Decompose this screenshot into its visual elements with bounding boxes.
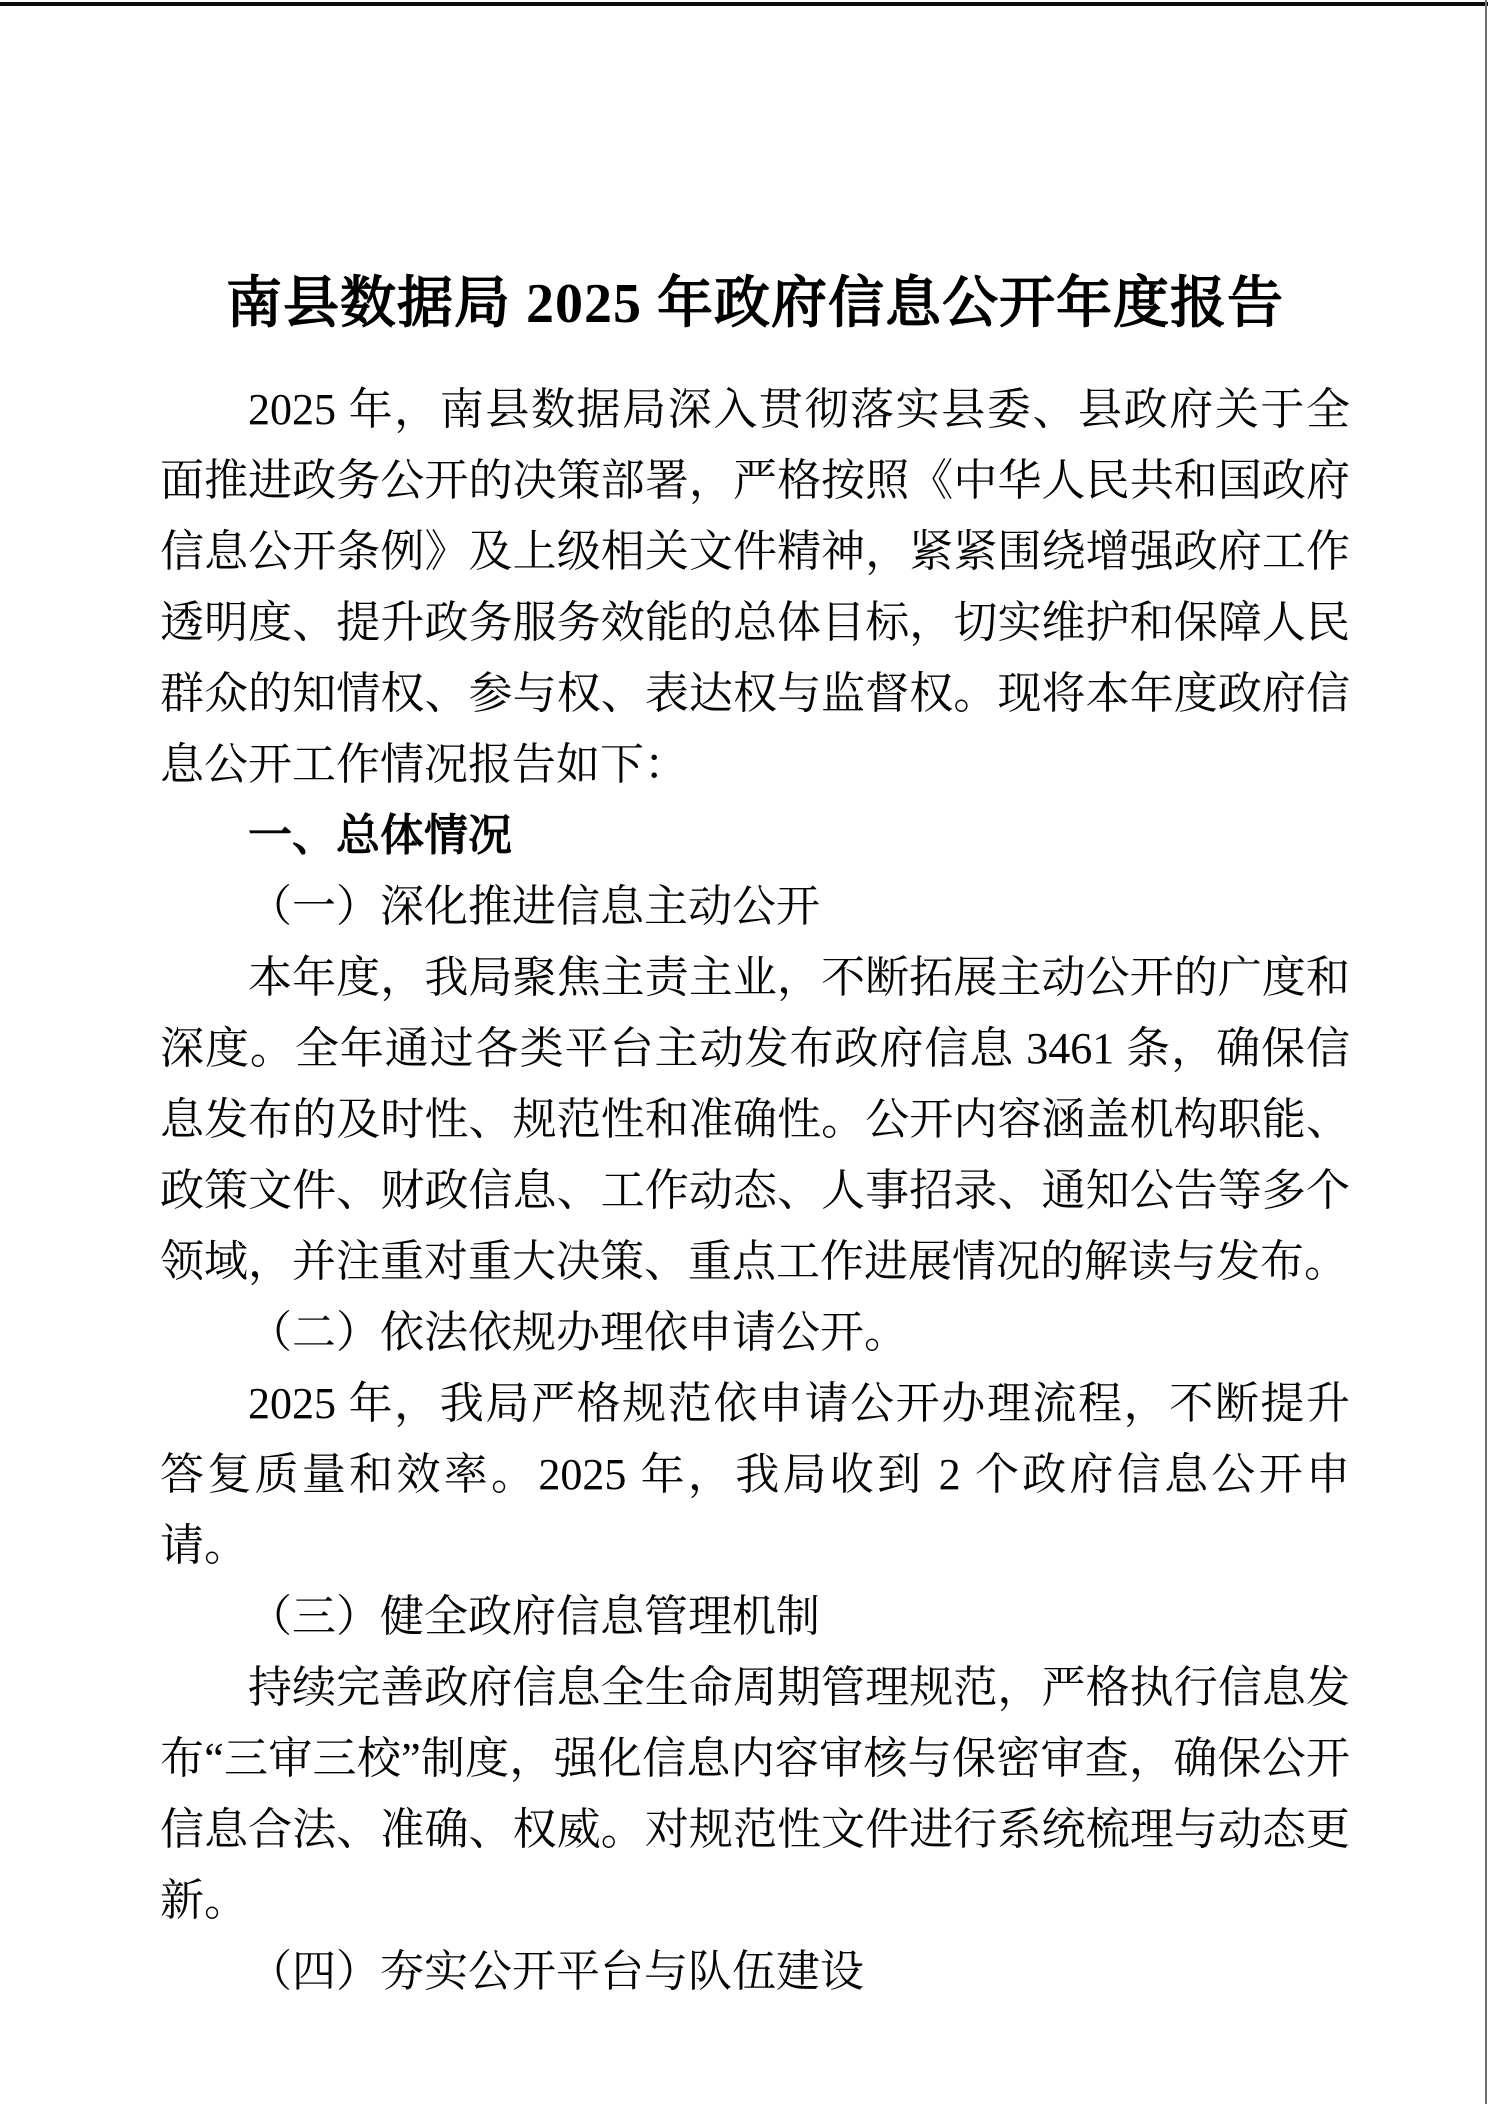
paragraph-request-disclosure: 2025 年，我局严格规范依申请公开办理流程，不断提升答复质量和效率。2025 年，我局收到 2 个政府信息公开申请。 <box>160 1379 1350 1570</box>
subsection-heading-proactive-disclosure: （一）深化推进信息主动公开 <box>248 882 820 931</box>
subsection-heading-platform-team-building: （四）夯实公开平台与队伍建设 <box>248 1947 864 1996</box>
subsection-heading-request-disclosure: （二）依法依规办理依申请公开。 <box>248 1308 908 1357</box>
page-title: 南县数据局 2025 年政府信息公开年度报告 <box>226 273 1284 335</box>
paragraph-management-mechanism: 持续完善政府信息全生命周期管理规范，严格执行信息发布“三审三校”制度，强化信息内容审核与保密审查，确保公开信息合法、准确、权威。对规范性文件进行系统梳理与动态更新。 <box>160 1663 1350 1925</box>
subsection-heading-management-mechanism: （三）健全政府信息管理机制 <box>248 1592 820 1641</box>
document-body <box>160 262 1350 2007</box>
document-content <box>160 374 1350 2007</box>
scan-top-edge-artifact <box>0 2 1488 6</box>
paragraph-proactive-disclosure: 本年度，我局聚焦主责主业，不断拓展主动公开的广度和深度。全年通过各类平台主动发布政府信息 3461 条，确保信息发布的及时性、规范性和准确性。公开内容涵盖机构职能、政策文件、财政信息、工作动态、人事招录、通知公告等多个领域，并注重对重大决策、重点工作进展情况的解读与发布。 <box>160 953 1350 1286</box>
paragraph-intro: 2025 年，南县数据局深入贯彻落实县委、县政府关于全面推进政务公开的决策部署，严格按照《中华人民共和国政府信息公开条例》及上级相关文件精神，紧紧围绕增强政府工作透明度、提升政务服务效能的总体目标，切实维护和保障人民群众的知情权、参与权、表达权与监督权。现将本年度政府信息公开工作情况报告如下： <box>160 385 1350 789</box>
section-heading-overall-situation: 一、总体情况 <box>248 811 512 860</box>
scan-right-edge-artifact <box>1485 0 1487 2104</box>
